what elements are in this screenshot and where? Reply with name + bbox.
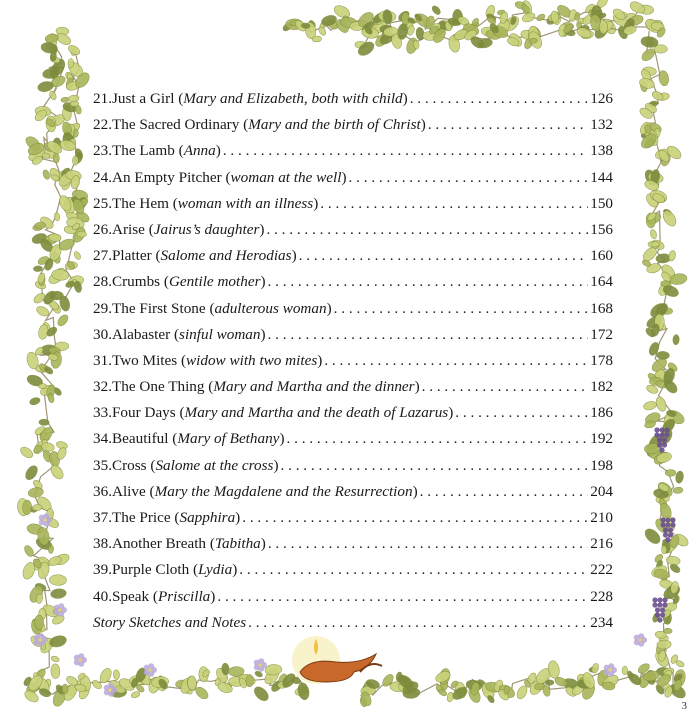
leaf (51, 664, 61, 679)
leaf (317, 26, 327, 37)
leaf (73, 129, 79, 138)
leaf (545, 680, 554, 686)
toc-entry-subtitle: Salome and Herodias (160, 247, 292, 265)
toc-entry-number: 28. (93, 273, 112, 291)
leaf (72, 156, 78, 165)
toc-entry-number: 36. (93, 482, 112, 500)
grape-cluster-icon (664, 432, 669, 437)
grape-cluster-icon (655, 607, 660, 612)
toc-entry-title: Arise (111, 220, 145, 238)
leaf (62, 684, 68, 694)
toc-entry: 31. Two Mites ( widow with two mites ) . . . 178 (93, 352, 613, 378)
toc-entry-title: Cross (111, 456, 147, 474)
toc-entry-page: 186 (590, 404, 613, 422)
toc-entry-number: 35. (93, 456, 112, 474)
leaf (49, 291, 63, 300)
toc-entry: 28. Crumbs ( Gentile mother ) . . . 164 (93, 273, 613, 299)
toc-entry-title: Two Mites (111, 351, 178, 369)
flower-center (608, 668, 611, 671)
toc-entry-subtitle: adulterous woman (214, 299, 327, 317)
grape-cluster-icon (657, 602, 662, 607)
leaf (42, 169, 51, 180)
toc-entry-page: 198 (590, 456, 613, 474)
toc-entry-title: An Empty Pitcher (111, 168, 222, 186)
leaf (431, 4, 442, 16)
dot-leader (266, 326, 589, 344)
leaf (61, 97, 70, 103)
leaf (48, 90, 57, 101)
toc-entry: 32. The One Thing ( Mary and Martha and the dinner ) . . . 182 (93, 378, 613, 404)
leaf (53, 153, 60, 163)
flower-center (638, 638, 641, 641)
leaf (297, 682, 311, 701)
toc-entry-number: 39. (93, 561, 112, 579)
dot-leader (279, 457, 589, 475)
toc-entry-subtitle: Sapphira (179, 509, 236, 526)
dot-leader (420, 378, 589, 396)
leaf (22, 500, 32, 515)
dot-leader (237, 561, 588, 579)
toc-entry-subtitle: woman at the well (230, 168, 342, 186)
leaf (34, 222, 46, 230)
flower-center (43, 518, 46, 521)
leaf (536, 13, 547, 23)
dot-leader (322, 352, 588, 370)
toc-entry: 22. The Sacred Ordinary ( Mary and the birth of Christ ) . . . 132 (93, 116, 613, 142)
grape-cluster-icon (659, 427, 664, 432)
toc-entry-title: Alive (111, 482, 146, 500)
toc-entry: 33. Four Days ( Mary and Martha and the death of Lazarus ) . . . 186 (93, 404, 613, 430)
dot-leader (266, 535, 588, 553)
toc-entry-subtitle: Priscilla (157, 587, 211, 605)
grape-cluster-icon (657, 597, 662, 602)
dot-leader (418, 483, 589, 501)
toc-entry-subtitle: Anna (183, 142, 216, 160)
leaf (113, 670, 120, 680)
toc-entry-page: 156 (590, 220, 613, 238)
leaf (265, 664, 283, 676)
flower-center (38, 638, 41, 641)
toc-entry-subtitle: sinful woman (179, 325, 261, 343)
grape-cluster-icon (660, 517, 665, 522)
flower-center (108, 688, 111, 691)
toc-entry-page: 210 (590, 509, 613, 526)
dot-leader (318, 195, 588, 213)
toc-entry-number: 34. (93, 430, 112, 448)
leaf (23, 464, 40, 482)
toc-entry-page: 192 (590, 430, 613, 448)
flower-petal (78, 653, 84, 659)
toc-entry-number: 29. (93, 299, 112, 317)
leaf (657, 640, 672, 650)
toc-entry-page: 168 (590, 299, 613, 317)
flower-petal (58, 603, 64, 609)
leaf (312, 36, 322, 42)
leaf (130, 690, 140, 698)
leaf (33, 266, 43, 272)
toc-entry-subtitle: Mary of Bethany (177, 430, 280, 448)
grape-cluster-icon (670, 517, 675, 522)
toc-entry-number: 22. (93, 116, 112, 134)
toc-entry-title: Platter (111, 247, 152, 265)
toc-entry-number: 31. (93, 351, 112, 369)
grape-cluster-icon (659, 447, 664, 452)
toc-entry-subtitle: Mary and Martha and the death of Lazarus (184, 404, 449, 422)
toc-entry-title: Purple Cloth (111, 561, 190, 579)
toc-entry-page: 126 (590, 90, 613, 107)
toc-entry-page: 132 (590, 116, 613, 134)
leaf (656, 351, 669, 359)
leaf (77, 231, 87, 238)
toc-entry-page: 228 (590, 587, 613, 605)
toc-entry: 37. The Price ( Sapphira ) . . . 210 (93, 509, 613, 535)
dot-leader (221, 142, 588, 160)
grape-cluster-icon (663, 532, 668, 537)
leaf (19, 445, 35, 460)
dot-leader (285, 430, 589, 448)
toc-entry-number: 25. (93, 194, 112, 212)
toc-entry-subtitle: Lydia (198, 561, 233, 579)
grape-cluster-icon (662, 597, 667, 602)
leaf (68, 58, 74, 68)
toc-entry-title: Story Sketches and Notes (93, 613, 247, 631)
toc-entry-subtitle: Salome at the cross (155, 456, 274, 474)
flower-petal (638, 633, 644, 639)
leaf (599, 20, 608, 34)
dot-leader (264, 221, 588, 239)
grape-cluster-icon (660, 607, 665, 612)
toc-entry-number: 21. (93, 90, 112, 107)
toc-entry-subtitle: Jairus’s daughter (153, 220, 260, 238)
page-number: 3 (681, 700, 687, 712)
dot-leader (297, 247, 589, 265)
leaf (665, 469, 676, 476)
flower-petal (608, 663, 614, 669)
toc-entry: 36. Alive ( Mary the Magdalene and the Resurrection ) . . . 204 (93, 483, 613, 509)
grape-cluster-icon (663, 527, 668, 532)
dot-leader (426, 116, 588, 134)
toc-entry-page: 216 (590, 535, 613, 553)
toc-entry: 30. Alabaster ( sinful woman ) . . . 172 (93, 326, 613, 352)
toc-entry: 21. Just a Girl ( Mary and Elizabeth, both with child ) . . . 126 (93, 90, 613, 116)
toc-entry-final (93, 614, 613, 640)
toc-entry-subtitle: Mary and the birth of Christ (248, 116, 421, 134)
grape-cluster-icon (654, 432, 659, 437)
leaf (649, 229, 657, 240)
grape-cluster-icon (652, 602, 657, 607)
leaf (643, 400, 658, 411)
grape-cluster-icon (664, 427, 669, 432)
toc-entry-subtitle: Gentile mother (168, 273, 261, 291)
grape-cluster-icon (655, 612, 660, 617)
leaf (50, 588, 66, 599)
toc-entry-subtitle: Mary and Elizabeth, both with child (183, 90, 403, 107)
toc-entry-title: The Hem (111, 194, 169, 212)
toc-entry-subtitle: Tabitha (214, 535, 261, 553)
grape-cluster-icon (668, 532, 673, 537)
toc-entry-number: 23. (93, 142, 112, 160)
toc-entry-number: 26. (93, 220, 112, 238)
leaf (246, 674, 254, 686)
grape-cluster-icon (662, 442, 667, 447)
toc-entry-title: Another Breath (111, 535, 207, 553)
dot-leader (332, 300, 589, 318)
toc-entry-title: Speak (111, 587, 150, 605)
leaf (49, 574, 67, 585)
toc-entry-number: 38. (93, 535, 112, 553)
toc-entry-page: 144 (590, 168, 613, 186)
flower-center (78, 658, 81, 661)
toc-entry-title: The Sacred Ordinary (111, 116, 240, 134)
toc-entry-subtitle: Mary the Magdalene and the Resurrection (154, 482, 413, 500)
toc-entry-subtitle: woman with an illness (177, 194, 314, 212)
toc-entry: 25. The Hem ( woman with an illness ) . . . 150 (93, 195, 613, 221)
grape-cluster-icon (660, 612, 665, 617)
toc-entry-title: Crumbs (111, 273, 161, 291)
leaf (73, 250, 82, 260)
leaf (70, 101, 79, 107)
flower-center (148, 668, 151, 671)
dot-leader (215, 588, 588, 606)
flower-petal (43, 513, 49, 519)
leaf (29, 396, 41, 406)
grape-cluster-icon (659, 432, 664, 437)
grape-cluster-icon (660, 522, 665, 527)
toc-entry: 24. An Empty Pitcher ( woman at the well ) . . . 144 (93, 169, 613, 195)
toc-entry: 26. Arise ( Jairus’s daughter ) . . . 156 (93, 221, 613, 247)
dot-leader (453, 404, 588, 422)
toc-entry-title: The Lamb (111, 142, 175, 160)
toc-entry-number: 30. (93, 325, 112, 343)
flower-petal (38, 633, 44, 639)
toc-entry: 35. Cross ( Salome at the cross ) . . . 198 (93, 457, 613, 483)
toc-entry-page: 160 (590, 247, 613, 265)
toc-entry-page: 150 (590, 194, 613, 212)
leaf (673, 334, 680, 345)
leaf (654, 396, 668, 413)
toc-entry-subtitle: widow with two mites (186, 351, 318, 369)
toc-entry: 39. Purple Cloth ( Lydia ) . . . 222 (93, 561, 613, 587)
leaf (252, 684, 271, 703)
grape-cluster-icon (665, 537, 670, 542)
dot-leader (408, 90, 589, 108)
leaf (39, 419, 50, 426)
leaf (38, 383, 46, 389)
toc-entry: 40. Speak ( Priscilla ) . . . 228 (93, 588, 613, 614)
flower-petal (108, 683, 114, 689)
toc-entry-subtitle: Mary and Martha and the dinner (213, 378, 415, 396)
toc-entry-page: 234 (590, 613, 613, 631)
grape-cluster-icon (662, 437, 667, 442)
toc-entry-number: 40. (93, 587, 112, 605)
toc-entry-title: Just a Girl (111, 90, 175, 107)
flower-petal (258, 658, 264, 664)
toc-entry-number: 27. (93, 247, 112, 265)
grape-cluster-icon (657, 442, 662, 447)
dot-leader (240, 509, 588, 527)
leaf (56, 313, 70, 328)
toc-entry-page: 172 (590, 325, 613, 343)
leaf (48, 463, 65, 481)
toc-entry: 29. The First Stone ( adulterous woman ) . . . 168 (93, 300, 613, 326)
toc-entry-number: 32. (93, 378, 112, 396)
toc-entry-page: 204 (590, 482, 613, 500)
toc-entry-title: The Price (111, 509, 171, 526)
toc-entry-page: 164 (590, 273, 613, 291)
dot-leader (266, 273, 589, 291)
toc-entry-number: 33. (93, 404, 112, 422)
toc-entry-page: 182 (590, 378, 613, 396)
grape-cluster-icon (665, 522, 670, 527)
leaf (622, 666, 628, 675)
toc-entry: 23. The Lamb ( Anna ) . . . 138 (93, 142, 613, 168)
toc-entry-title: The One Thing (111, 378, 205, 396)
leaf (32, 504, 43, 512)
table-of-contents (93, 90, 613, 640)
toc-entry-page: 222 (590, 561, 613, 579)
toc-entry-page: 138 (590, 142, 613, 160)
toc-entry: 27. Platter ( Salome and Herodias ) . . . 160 (93, 247, 613, 273)
dot-leader (246, 614, 588, 632)
grape-cluster-icon (654, 427, 659, 432)
leaf (673, 487, 684, 494)
grape-cluster-icon (657, 617, 662, 622)
toc-entry-number: 24. (93, 168, 112, 186)
toc-entry: 38. Another Breath ( Tabitha ) . . . 216 (93, 535, 613, 561)
toc-entry-title: Four Days (111, 404, 176, 422)
grape-cluster-icon (657, 437, 662, 442)
grape-cluster-icon (662, 602, 667, 607)
flower-petal (148, 663, 154, 669)
flower-center (58, 608, 61, 611)
toc-entry-title: Alabaster (111, 325, 171, 343)
toc-entry-number: 37. (93, 509, 112, 526)
grape-cluster-icon (652, 597, 657, 602)
toc-entry-page: 178 (590, 351, 613, 369)
leaf (34, 615, 44, 630)
leaf (50, 655, 60, 663)
grape-cluster-icon (668, 527, 673, 532)
toc-entry-title: Beautiful (111, 430, 169, 448)
grape-cluster-icon (665, 517, 670, 522)
toc-entry-title: The First Stone (111, 299, 206, 317)
grape-cluster-icon (670, 522, 675, 527)
dot-leader (347, 169, 589, 187)
toc-entry: 34. Beautiful ( Mary of Bethany ) . . . 192 (93, 430, 613, 456)
flower-center (258, 663, 261, 666)
